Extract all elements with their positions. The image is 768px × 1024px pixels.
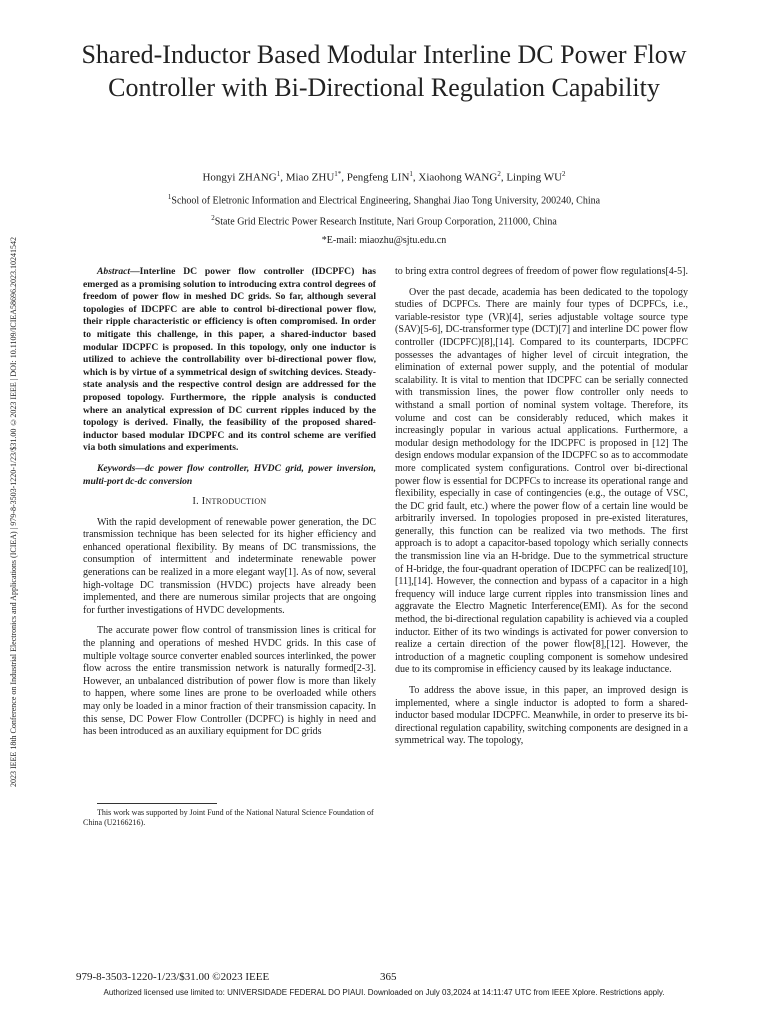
author-name: Pengfeng LIN <box>346 171 410 184</box>
abstract: Abstract—Interline DC power flow controller (IDCPFC) has emerged as a promising solution to introducing extra control degrees of freedom of power flow in meshed DC grids. So far, although several topologies of IDCPFC are able to control bi-directional power flow, their ripple characteristic or efficiency is often compromised. In order to mitigate this challenge, in this paper, a shared-inductor based modular IDCPFC is proposed. In this topology, only one inductor is utilized to achieve the controllability over bi-directional power flow, which is by virtue of a symmetrical design of switching devices. Steady-state analysis and the respective control design are addressed for the proposed topology. Furthermore, the ripple analysis is conducted where an analytical expression of DC current ripples induced by the topology is derived. Finally, the feasibility of the proposed shared-inductor based modular IDCPFC and its control scheme are verified via both simulations and experiments. <box>83 266 376 454</box>
isbn-line: 979-8-3503-1220-1/23/$31.00 ©2023 IEEE <box>76 971 270 983</box>
affiliation-1: $^1$School of Eletronic Information and Electrical Engineering, Shanghai Jiao Tong University, 200240, China <box>167 193 601 207</box>
author-name: Xiaohong WANG <box>418 171 498 184</box>
author-name: Linping WU <box>506 171 563 184</box>
author-list: Hongyi ZHANG$^1$, Miao $ZHU^{1*}$, Pengfeng LIN$^1$, Xiaohong WANG$^2$, Linping $WU^2$ <box>202 170 566 184</box>
body-paragraph: to bring extra control degrees of freedom of power flow regulations[4-5]. <box>395 266 688 277</box>
page-number: 365 <box>380 971 397 983</box>
author-name: Miao ZHU <box>285 171 335 184</box>
body-paragraph: To address the above issue, in this paper, an improved design is implemented, where a single inductor is adopted to form a shared-inductor based modular IDCPFC. Meanwhile, in order to preserve its bi-directional regulation capability, switching components are designed in a symmetrical way. The topology, <box>395 685 688 747</box>
body-paragraph: With the rapid development of renewable power generation, the DC transmission technique has been selected for its higher efficiency and enhanced operational flexibility. By means of DC transmissions, the consumption of intermittent and indeterminate renewable power generations can be realized in a more elegant way[1]. As of now, several high-voltage DC transmission (HVDC) projects have already been implemented, and there are numerous similar projects that are ongoing for further investigations of HVDC developments. <box>83 516 376 616</box>
contact-email: *E-mail: miaozhu@sjtu.edu.cn <box>321 235 447 246</box>
body-paragraph: The accurate power flow control of transmission lines is critical for the planning and operations of meshed HVDC grids. In this case of multiple voltage source converter enabled sources interlinked, the power flow across the entire transmission network is naturally formed[2-3]. However, an unbalanced distribution of power flow is more than likely to happen, where some lines are prone to be overloaded while others may only be loaded in a minor fraction of their transmission capacity. In this sense, DC Power Flow Controller (DCPFC) is highly in need and has been introduced as an auxiliary equipment for DC grids <box>83 625 376 738</box>
paper-title: Shared-Inductor Based Modular Interline DC Power Flow Controller with Bi-Directional Regulation Capability <box>81 40 687 102</box>
body-paragraph: Over the past decade, academia has been dedicated to the topology studies of DCPFCs. There are mainly four types of DCPFCs, i.e., variable-resistor type (VR)[4], series adjustable voltage source type (SAV)[5-6], DC-transformer type (DCT)[7] and interline DC power flow controller (IDCPFC)[8],[14]. Compared to its counterparts, IDCPFC possesses the advantages of higher level of circuit integration, the elimination of external power supply, and the potential of modular scalability. It is vital to mention that IDCPFC can be serially connected with transmission lines, the power flow controller only needs to withstand a small portion of nominal system voltage. Therefore, its volume and cost can be considerably reduced, which makes it increasingly popular in various actual applications. Furthermore, a modular design methodology for the IDCPFC is proposed in [12] The design endows modular expansion of the IDCPFC so as to accommodate more complicated system configurations. Control over bi-directional power flow is essential for DCPFCs to increase its operational range and flexibility, especially in case of contingencies (e.g., the outage of VSC, the DC grid fault, etc.) where the power flow of a certain line would be arbitrarily inversed. In topologies proposed in pre-existed literatures, generally, this function can be realized via two methods. The first approach is to adopt a capacitor-based topology which serially connects the transmission line via an H-bridge. Due to the symmetrical structure of H-bridge, the four-quadrant operation of IDCPFC can be realized[10],[11],[14]. However, the connection and bypass of a capacitor in a high frequency will induce large current ripples into transmission lines and aggravate the Electro Magnetic Interference(EMI). As for the second method, the bi-directional regulation capability is achieved via a coupled inductor. Either of its two windings is activated for power conversion to realize a certain direction of the power flow[8],[12]. However, the introduction of a magnetic coupling component is somehow undesired due to its compromise in efficiency caused by its leakage inductance. <box>395 286 688 676</box>
keywords: Keywords—dc power flow controller, HVDC grid, power inversion, multi-port dc-dc conversion <box>83 462 376 487</box>
footnote-rule <box>97 803 217 804</box>
left-column <box>83 266 376 747</box>
side-margin-doi: 2023 IEEE 18th Conference on Industrial Electronics and Applications (ICIEA) | 979-8-3503-1220-1/23/$31.00 ©2023 IEEE | DOI: 10.1109/ICIEA58696.2023.10241542 <box>9 236 18 788</box>
section-heading: I. INTRODUCTION <box>192 496 267 508</box>
footnote: This work was supported by Joint Fund of the National Natural Science Foundation of China (U2166216). <box>83 803 376 828</box>
author-name: Hongyi ZHANG <box>202 171 277 184</box>
right-column <box>395 266 688 756</box>
affiliation-2: $^2$State Grid Electric Power Research Institute, Nari Group Corporation, 211000, China <box>211 214 557 228</box>
authorized-notice: Authorized licensed use limited to: UNIVERSIDADE FEDERAL DO PIAUI. Downloaded on July 03,2024 at 14:11:47 UTC from IEEE Xplore. Restrictions apply. <box>103 988 665 997</box>
